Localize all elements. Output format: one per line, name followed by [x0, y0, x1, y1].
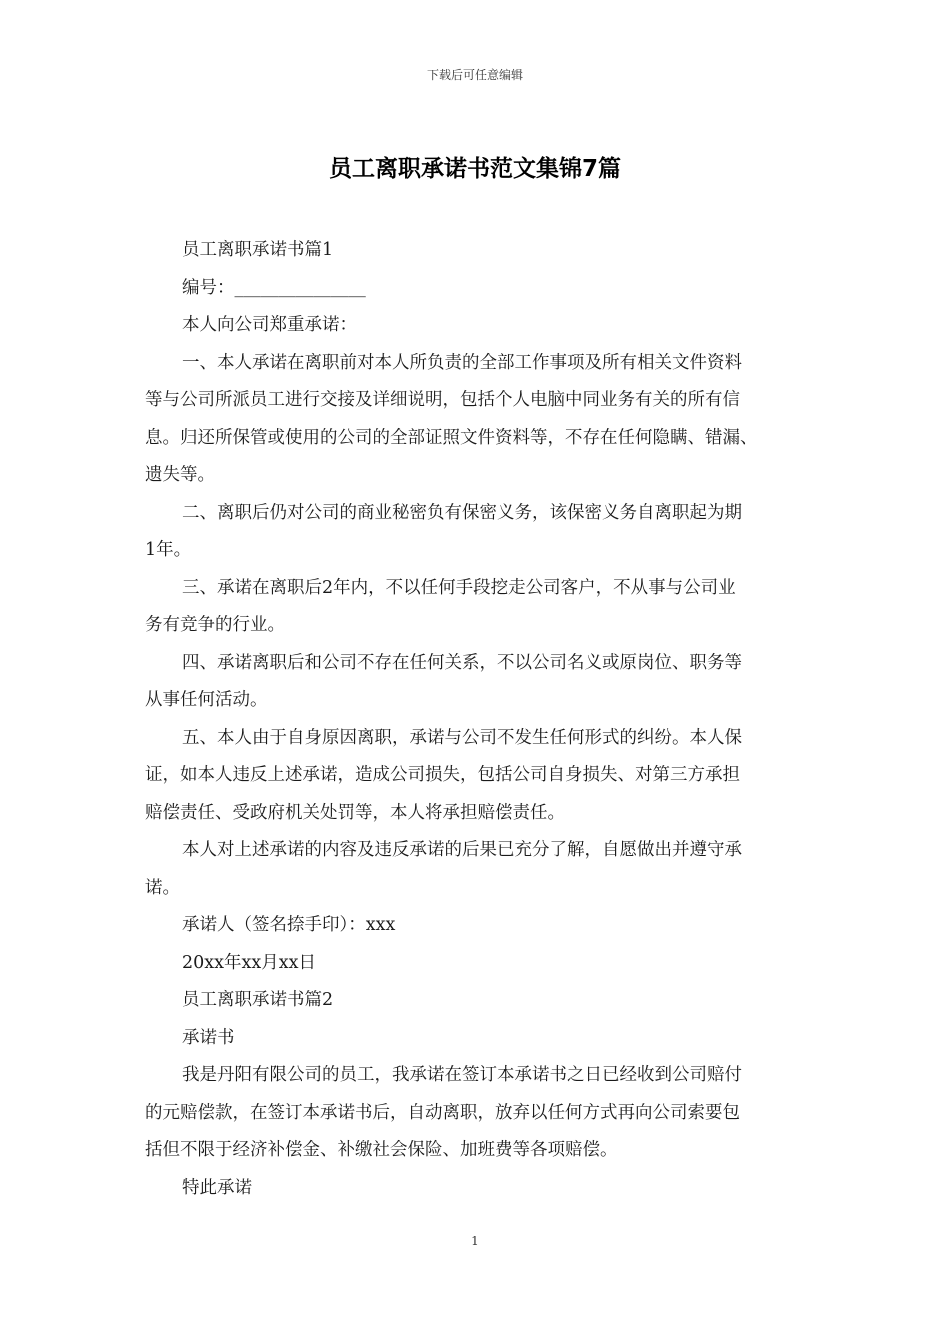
body-line: 的元赔偿款，在签订本承诺书后，自动离职，放弃以任何方式再向公司索要包	[145, 1102, 740, 1123]
body-line: 息。归还所保管或使用的公司的全部证照文件资料等，不存在任何隐瞒、错漏、	[145, 427, 758, 448]
body-line: 务有竞争的行业。	[145, 615, 285, 635]
body-line: 1年。	[145, 540, 192, 560]
document-title: 员工离职承诺书范文集锦7篇	[328, 156, 621, 182]
body-line: 证，如本人违反上述承诺，造成公司损失，包括公司自身损失、对第三方承担	[145, 765, 740, 785]
body-line: 四、承诺离职后和公司不存在任何关系，不以公司名义或原岗位、职务等	[182, 652, 742, 673]
document-body	[145, 232, 813, 1207]
body-line: 遗失等。	[145, 465, 215, 485]
body-line: 承诺人（签名捺手印）：xxx	[182, 915, 396, 935]
body-line: 承诺书	[182, 1027, 235, 1048]
body-line: 本人对上述承诺的内容及违反承诺的后果已充分了解，自愿做出并遵守承	[182, 840, 742, 860]
body-line: 员工离职承诺书篇2	[182, 990, 334, 1010]
body-line: 我是丹阳有限公司的员工，我承诺在签订本承诺书之日已经收到公司赔付	[182, 1065, 742, 1085]
body-line: 括但不限于经济补偿金、补缴社会保险、加班费等各项赔偿。	[145, 1140, 618, 1160]
body-line: 三、承诺在离职后2年内，不以任何手段挖走公司客户，不从事与公司业	[182, 577, 736, 598]
body-line: 赔偿责任、受政府机关处罚等，本人将承担赔偿责任。	[145, 802, 565, 823]
body-line: 诺。	[145, 877, 180, 898]
body-line: 员工离职承诺书篇1	[182, 240, 334, 260]
body-line: 20xx年xx月xx日	[182, 952, 316, 973]
page-header: 下载后可任意编辑	[426, 68, 523, 82]
body-line: 等与公司所派员工进行交接及详细说明，包括个人电脑中同业务有关的所有信	[145, 390, 740, 410]
body-line: 五、本人由于自身原因离职，承诺与公司不发生任何形式的纠纷。本人保	[182, 727, 742, 748]
body-line: 一、本人承诺在离职前对本人所负责的全部工作事项及所有相关文件资料	[182, 352, 742, 373]
body-line: 特此承诺	[182, 1177, 252, 1198]
body-line: 二、离职后仍对公司的商业秘密负有保密义务，该保密义务自离职起为期	[182, 502, 742, 523]
body-line: 从事任何活动。	[145, 690, 268, 710]
body-line: 编号：_______________	[182, 277, 366, 298]
body-line: 本人向公司郑重承诺：	[182, 315, 357, 335]
page-number: 1	[471, 1234, 479, 1248]
